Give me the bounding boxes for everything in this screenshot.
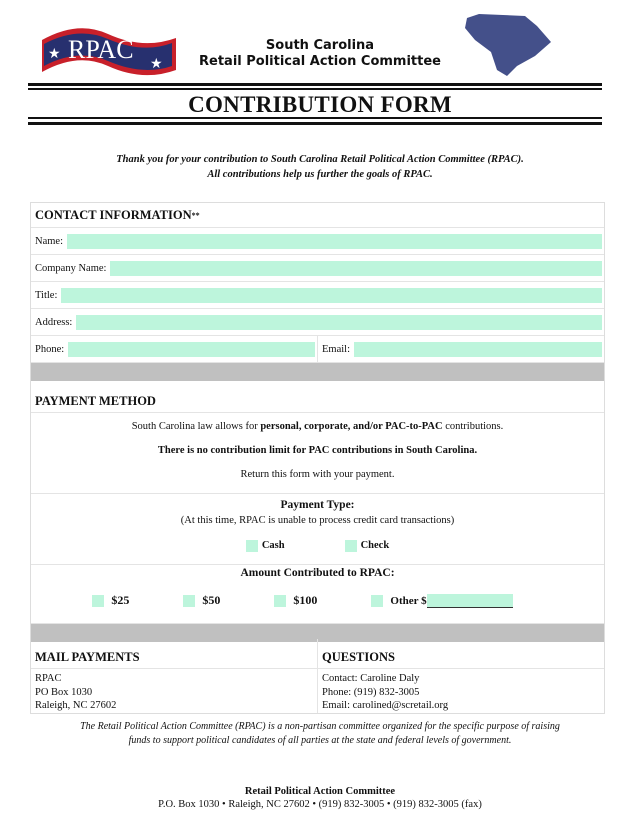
company-field[interactable] — [110, 261, 602, 276]
cash-checkbox[interactable] — [246, 540, 258, 552]
other-amount-field[interactable] — [427, 594, 513, 608]
amount-100-checkbox[interactable] — [274, 595, 286, 607]
south-carolina-map — [465, 12, 560, 78]
disclaimer: The Retail Political Action Committee (RPAC) is a non-partisan committee organized for the specific purpose of raising funds to support political candidates of all parties at the state and federal levels of government. — [80, 721, 560, 746]
svg-text:RPAC: RPAC — [68, 35, 134, 64]
questions-contact: Contact: Caroline Daly Phone: (919) 832-3005 Email: carolined@scretail.org — [322, 673, 449, 711]
page-footer: Retail Political Action Committee P.O. Box 1030 • Raleigh, NC 27602 • (919) 832-3005 • (919) 832-3005 (fax) — [158, 786, 482, 810]
page-title: CONTRIBUTION FORM — [188, 92, 452, 117]
title-field[interactable] — [61, 288, 602, 303]
contact-heading: CONTACT INFORMATION — [35, 207, 192, 222]
amount-other-checkbox[interactable] — [371, 595, 383, 607]
mail-address: RPAC PO Box 1030 Raleigh, NC 27602 — [31, 669, 318, 713]
thank-you-note: Thank you for your contribution to South Carolina Retail Political Action Committee (RPAC). All contributions help us further the goals of RPAC. — [116, 154, 524, 180]
svg-text:★: ★ — [150, 56, 163, 72]
address-field[interactable] — [76, 315, 602, 330]
name-field[interactable] — [67, 234, 602, 249]
divider — [31, 363, 604, 381]
payment-heading: PAYMENT METHOD — [35, 394, 156, 408]
contribution-form: CONTACT INFORMATION ** Name: Company Name: Title: Address: Phone: Email: PAYMENT METHOD South Carolina law allows for personal, corporate, and/or PAC-to-PAC contributions. There is no contribution limit for PAC contributions in South Carolina. Return this form with your payment. Payment Type: (At this time, RPAC is unable to process credit card transactions) Cash Check Amount Contributed to RPAC: $25 $50 $100 Other $ MAIL PAYMENTS QUESTIONS RPAC PO Box 1030 Raleigh, NC 27602 Contact: Caroline Daly Phone: (919) 832-3005 Email: carolined@scretail.org — [30, 202, 605, 714]
amount-50-checkbox[interactable] — [183, 595, 195, 607]
phone-field[interactable] — [68, 342, 315, 357]
rpac-logo — [38, 20, 180, 86]
svg-text:★: ★ — [48, 46, 61, 62]
email-field[interactable] — [354, 342, 602, 357]
check-checkbox[interactable] — [345, 540, 357, 552]
org-name: South Carolina Retail Political Action Committee — [199, 38, 441, 69]
amount-25-checkbox[interactable] — [92, 595, 104, 607]
